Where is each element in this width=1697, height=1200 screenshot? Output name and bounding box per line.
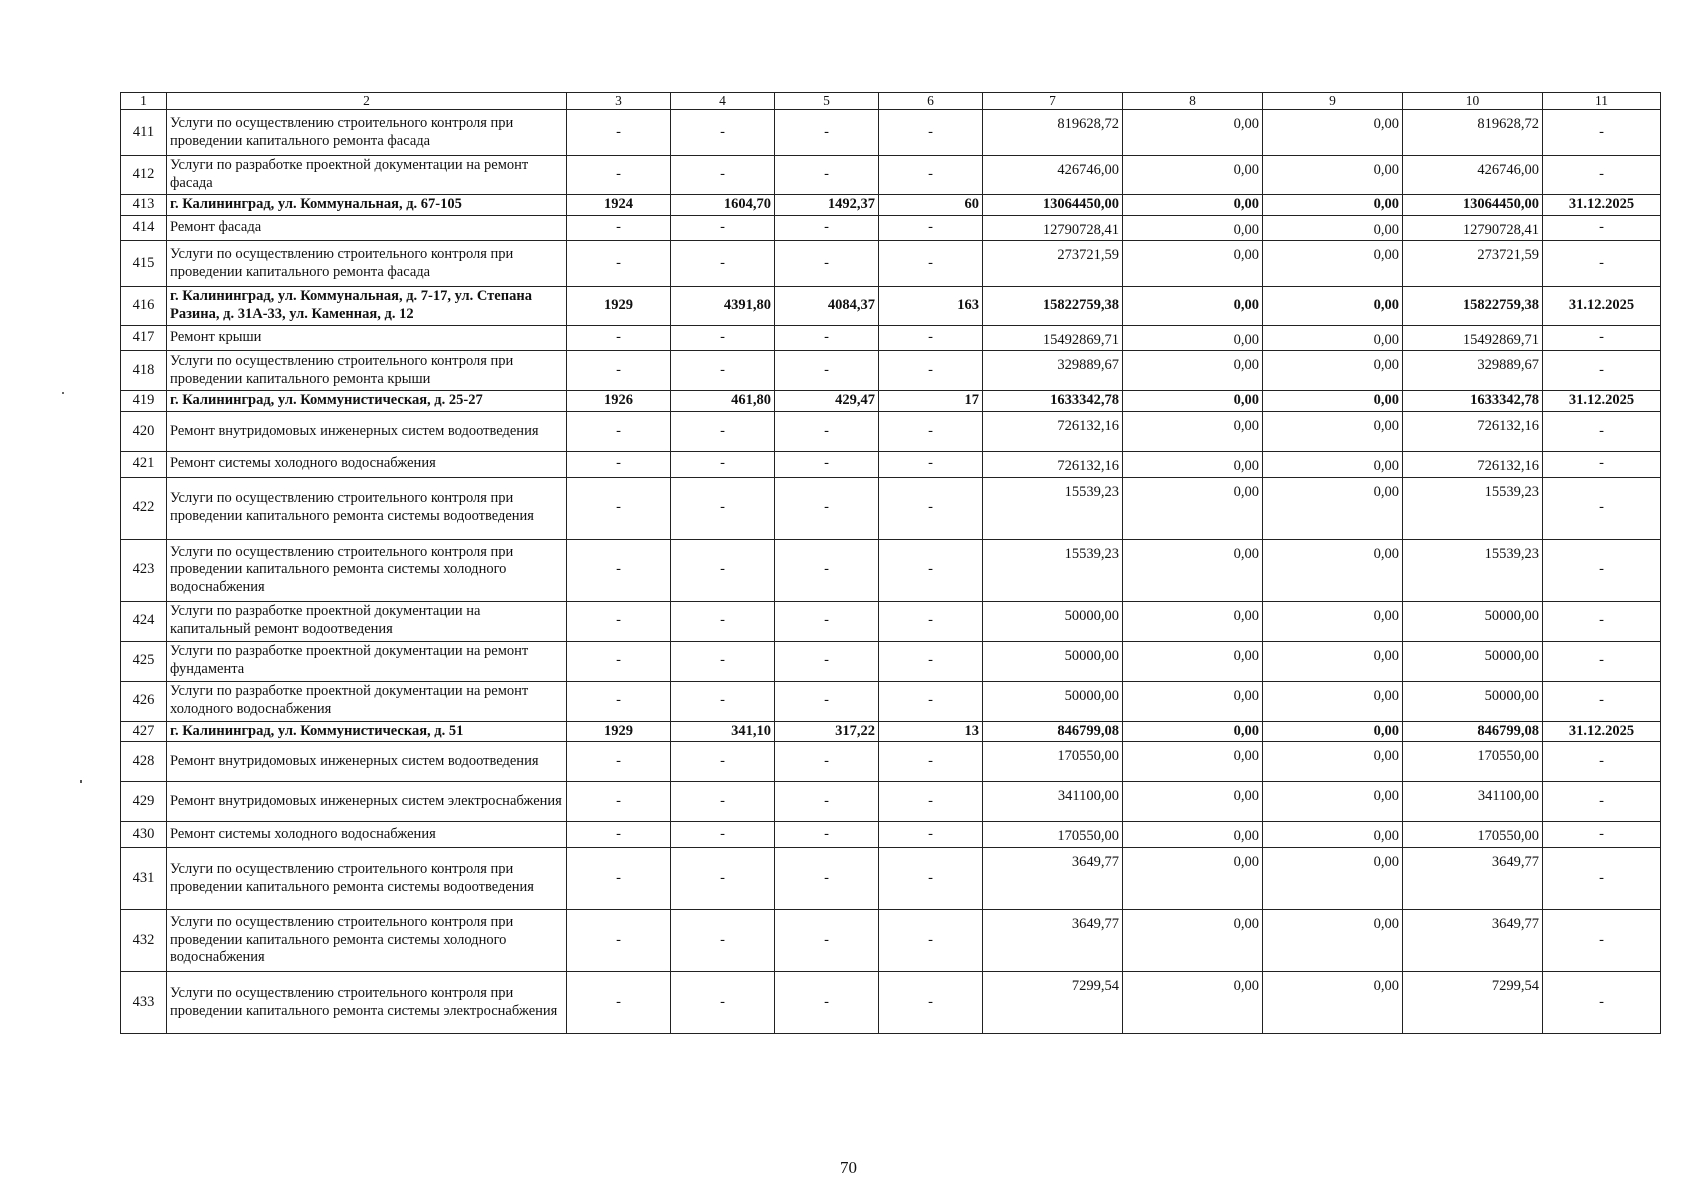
work-name: Ремонт системы холодного водоснабжения <box>167 822 567 848</box>
col4: - <box>671 477 775 539</box>
col10: 819628,72 <box>1403 110 1543 156</box>
col10: 329889,67 <box>1403 351 1543 391</box>
completion-date: - <box>1543 681 1661 721</box>
row-number: 418 <box>121 351 167 391</box>
total-cost: 50000,00 <box>983 641 1123 681</box>
col6: 163 <box>879 287 983 325</box>
row-number: 432 <box>121 910 167 972</box>
row-number: 412 <box>121 156 167 194</box>
col9: 0,00 <box>1263 782 1403 822</box>
table-row <box>121 601 1661 641</box>
col8: 0,00 <box>1123 681 1263 721</box>
table-row <box>121 215 1661 241</box>
col8: 0,00 <box>1123 721 1263 742</box>
col5: 317,22 <box>775 721 879 742</box>
col10: 426746,00 <box>1403 156 1543 194</box>
row-number: 422 <box>121 477 167 539</box>
col3: - <box>567 110 671 156</box>
col9: 0,00 <box>1263 287 1403 325</box>
col10: 170550,00 <box>1403 742 1543 782</box>
col5: - <box>775 241 879 287</box>
col8: 0,00 <box>1123 215 1263 241</box>
work-name: г. Калининград, ул. Коммунистическая, д. 25-27 <box>167 391 567 412</box>
total-cost: 1633342,78 <box>983 391 1123 412</box>
work-name: Услуги по разработке проектной документации на ремонт холодного водоснабжения <box>167 681 567 721</box>
table-row <box>121 325 1661 351</box>
col3: - <box>567 215 671 241</box>
col8: 0,00 <box>1123 641 1263 681</box>
col5: - <box>775 742 879 782</box>
completion-date: - <box>1543 325 1661 351</box>
col10: 726132,16 <box>1403 451 1543 477</box>
col6: - <box>879 848 983 910</box>
col10: 13064450,00 <box>1403 194 1543 215</box>
col6: - <box>879 601 983 641</box>
column-number: 4 <box>671 93 775 110</box>
total-cost: 329889,67 <box>983 351 1123 391</box>
table-row <box>121 910 1661 972</box>
col8: 0,00 <box>1123 325 1263 351</box>
col9: 0,00 <box>1263 477 1403 539</box>
row-number: 424 <box>121 601 167 641</box>
work-name: Услуги по осуществлению строительного контроля при проведении капитального ремонта фасада <box>167 110 567 156</box>
col5: - <box>775 451 879 477</box>
total-cost: 3649,77 <box>983 848 1123 910</box>
col5: - <box>775 681 879 721</box>
row-number: 430 <box>121 822 167 848</box>
total-cost: 819628,72 <box>983 110 1123 156</box>
col4: - <box>671 156 775 194</box>
col3: - <box>567 351 671 391</box>
total-cost: 3649,77 <box>983 910 1123 972</box>
col4: - <box>671 351 775 391</box>
completion-date: - <box>1543 910 1661 972</box>
col8: 0,00 <box>1123 477 1263 539</box>
col3: - <box>567 156 671 194</box>
col5: 429,47 <box>775 391 879 412</box>
col8: 0,00 <box>1123 782 1263 822</box>
completion-date: - <box>1543 822 1661 848</box>
col10: 50000,00 <box>1403 641 1543 681</box>
col8: 0,00 <box>1123 910 1263 972</box>
total-cost: 15492869,71 <box>983 325 1123 351</box>
col9: 0,00 <box>1263 110 1403 156</box>
col3: - <box>567 848 671 910</box>
col9: 0,00 <box>1263 411 1403 451</box>
col10: 12790728,41 <box>1403 215 1543 241</box>
col9: 0,00 <box>1263 215 1403 241</box>
work-name: Ремонт внутридомовых инженерных систем электроснабжения <box>167 782 567 822</box>
work-name: Услуги по осуществлению строительного контроля при проведении капитального ремонта крыши <box>167 351 567 391</box>
col3: - <box>567 641 671 681</box>
total-cost: 50000,00 <box>983 681 1123 721</box>
col4: - <box>671 681 775 721</box>
column-number: 7 <box>983 93 1123 110</box>
col5: - <box>775 822 879 848</box>
table-row <box>121 241 1661 287</box>
col8: 0,00 <box>1123 451 1263 477</box>
column-number: 3 <box>567 93 671 110</box>
col10: 341100,00 <box>1403 782 1543 822</box>
table-row <box>121 477 1661 539</box>
work-name: Услуги по осуществлению строительного контроля при проведении капитального ремонта системы холодного водоснабжения <box>167 910 567 972</box>
row-number: 426 <box>121 681 167 721</box>
col4: - <box>671 325 775 351</box>
col10: 15492869,71 <box>1403 325 1543 351</box>
col8: 0,00 <box>1123 848 1263 910</box>
total-cost: 15539,23 <box>983 477 1123 539</box>
col6: - <box>879 972 983 1034</box>
col3: 1929 <box>567 721 671 742</box>
col4: 461,80 <box>671 391 775 412</box>
col3: 1929 <box>567 287 671 325</box>
col10: 15539,23 <box>1403 477 1543 539</box>
work-name: Услуги по осуществлению строительного контроля при проведении капитального ремонта системы водоотведения <box>167 848 567 910</box>
col10: 15539,23 <box>1403 539 1543 601</box>
row-number: 414 <box>121 215 167 241</box>
column-number: 11 <box>1543 93 1661 110</box>
col9: 0,00 <box>1263 325 1403 351</box>
col8: 0,00 <box>1123 241 1263 287</box>
completion-date: 31.12.2025 <box>1543 194 1661 215</box>
col4: - <box>671 782 775 822</box>
col9: 0,00 <box>1263 910 1403 972</box>
table-row <box>121 156 1661 194</box>
col6: - <box>879 411 983 451</box>
completion-date: 31.12.2025 <box>1543 391 1661 412</box>
work-name: Ремонт системы холодного водоснабжения <box>167 451 567 477</box>
col3: - <box>567 539 671 601</box>
col6: - <box>879 539 983 601</box>
work-name: г. Калининград, ул. Коммунальная, д. 67-105 <box>167 194 567 215</box>
col3: - <box>567 411 671 451</box>
row-number: 431 <box>121 848 167 910</box>
row-number: 417 <box>121 325 167 351</box>
total-cost: 12790728,41 <box>983 215 1123 241</box>
col10: 726132,16 <box>1403 411 1543 451</box>
col8: 0,00 <box>1123 411 1263 451</box>
row-number: 421 <box>121 451 167 477</box>
col4: 4391,80 <box>671 287 775 325</box>
row-number: 416 <box>121 287 167 325</box>
col9: 0,00 <box>1263 241 1403 287</box>
total-cost: 7299,54 <box>983 972 1123 1034</box>
col6: - <box>879 822 983 848</box>
col4: - <box>671 241 775 287</box>
col3: - <box>567 241 671 287</box>
col9: 0,00 <box>1263 641 1403 681</box>
col6: - <box>879 742 983 782</box>
col5: - <box>775 110 879 156</box>
col10: 7299,54 <box>1403 972 1543 1034</box>
col5: - <box>775 972 879 1034</box>
total-cost: 15539,23 <box>983 539 1123 601</box>
col3: - <box>567 782 671 822</box>
table-row <box>121 848 1661 910</box>
work-name: Услуги по осуществлению строительного контроля при проведении капитального ремонта системы электроснабжения <box>167 972 567 1034</box>
work-schedule-table <box>120 92 1661 1034</box>
row-number: 428 <box>121 742 167 782</box>
work-name: г. Калининград, ул. Коммунистическая, д. 51 <box>167 721 567 742</box>
table-row <box>121 641 1661 681</box>
completion-date: - <box>1543 351 1661 391</box>
total-cost: 170550,00 <box>983 742 1123 782</box>
col5: - <box>775 641 879 681</box>
completion-date: - <box>1543 110 1661 156</box>
completion-date: - <box>1543 477 1661 539</box>
row-number: 411 <box>121 110 167 156</box>
completion-date: - <box>1543 641 1661 681</box>
col8: 0,00 <box>1123 822 1263 848</box>
work-name: Услуги по осуществлению строительного контроля при проведении капитального ремонта системы водоотведения <box>167 477 567 539</box>
work-name: Ремонт фасада <box>167 215 567 241</box>
col3: - <box>567 972 671 1034</box>
completion-date: - <box>1543 241 1661 287</box>
col5: - <box>775 411 879 451</box>
col10: 3649,77 <box>1403 848 1543 910</box>
col10: 15822759,38 <box>1403 287 1543 325</box>
total-cost: 273721,59 <box>983 241 1123 287</box>
col3: - <box>567 601 671 641</box>
col5: - <box>775 601 879 641</box>
col5: - <box>775 351 879 391</box>
col10: 846799,08 <box>1403 721 1543 742</box>
column-number: 6 <box>879 93 983 110</box>
col4: - <box>671 539 775 601</box>
col5: - <box>775 215 879 241</box>
col6: - <box>879 215 983 241</box>
col9: 0,00 <box>1263 972 1403 1034</box>
col4: 1604,70 <box>671 194 775 215</box>
completion-date: - <box>1543 156 1661 194</box>
col3: - <box>567 822 671 848</box>
col5: - <box>775 539 879 601</box>
work-name: г. Калининград, ул. Коммунальная, д. 7-17, ул. Степана Разина, д. 31А-33, ул. Каменная, д. 12 <box>167 287 567 325</box>
col3: 1926 <box>567 391 671 412</box>
col9: 0,00 <box>1263 156 1403 194</box>
completion-date: - <box>1543 601 1661 641</box>
col9: 0,00 <box>1263 391 1403 412</box>
col10: 273721,59 <box>1403 241 1543 287</box>
col4: - <box>671 601 775 641</box>
col10: 50000,00 <box>1403 601 1543 641</box>
row-number: 427 <box>121 721 167 742</box>
completion-date: - <box>1543 848 1661 910</box>
table-row <box>121 972 1661 1034</box>
table-row <box>121 110 1661 156</box>
table-row <box>121 194 1661 215</box>
table-row <box>121 742 1661 782</box>
table-row <box>121 287 1661 325</box>
column-number: 2 <box>167 93 567 110</box>
col6: - <box>879 325 983 351</box>
table-body <box>121 93 1661 1034</box>
column-number: 5 <box>775 93 879 110</box>
col4: - <box>671 972 775 1034</box>
work-name: Услуги по осуществлению строительного контроля при проведении капитального ремонта системы холодного водоснабжения <box>167 539 567 601</box>
col8: 0,00 <box>1123 742 1263 782</box>
total-cost: 15822759,38 <box>983 287 1123 325</box>
col3: - <box>567 910 671 972</box>
col8: 0,00 <box>1123 601 1263 641</box>
row-number: 413 <box>121 194 167 215</box>
col3: 1924 <box>567 194 671 215</box>
col3: - <box>567 451 671 477</box>
col6: - <box>879 910 983 972</box>
col8: 0,00 <box>1123 972 1263 1034</box>
col8: 0,00 <box>1123 110 1263 156</box>
col8: 0,00 <box>1123 156 1263 194</box>
col9: 0,00 <box>1263 822 1403 848</box>
col5: - <box>775 156 879 194</box>
col4: 341,10 <box>671 721 775 742</box>
table-row <box>121 539 1661 601</box>
col6: - <box>879 681 983 721</box>
col9: 0,00 <box>1263 451 1403 477</box>
col6: 60 <box>879 194 983 215</box>
col4: - <box>671 910 775 972</box>
column-number: 8 <box>1123 93 1263 110</box>
row-number: 429 <box>121 782 167 822</box>
total-cost: 726132,16 <box>983 451 1123 477</box>
table-row <box>121 822 1661 848</box>
col6: - <box>879 351 983 391</box>
completion-date: - <box>1543 215 1661 241</box>
col3: - <box>567 477 671 539</box>
column-number-header-row <box>121 93 1661 110</box>
col4: - <box>671 641 775 681</box>
completion-date: 31.12.2025 <box>1543 287 1661 325</box>
col10: 3649,77 <box>1403 910 1543 972</box>
col6: - <box>879 782 983 822</box>
col5: - <box>775 782 879 822</box>
col6: - <box>879 110 983 156</box>
col5: - <box>775 910 879 972</box>
column-number: 9 <box>1263 93 1403 110</box>
column-number: 1 <box>121 93 167 110</box>
col3: - <box>567 681 671 721</box>
col10: 170550,00 <box>1403 822 1543 848</box>
col3: - <box>567 325 671 351</box>
total-cost: 846799,08 <box>983 721 1123 742</box>
completion-date: - <box>1543 411 1661 451</box>
work-name: Ремонт крыши <box>167 325 567 351</box>
col6: - <box>879 477 983 539</box>
completion-date: - <box>1543 972 1661 1034</box>
work-name: Услуги по разработке проектной документации на ремонт фасада <box>167 156 567 194</box>
col6: - <box>879 641 983 681</box>
table-row <box>121 391 1661 412</box>
col4: - <box>671 451 775 477</box>
col4: - <box>671 215 775 241</box>
col4: - <box>671 742 775 782</box>
scan-speck <box>80 780 82 783</box>
col9: 0,00 <box>1263 721 1403 742</box>
completion-date: - <box>1543 539 1661 601</box>
row-number: 420 <box>121 411 167 451</box>
work-name: Услуги по разработке проектной документации на ремонт фундамента <box>167 641 567 681</box>
table-row <box>121 411 1661 451</box>
table-row <box>121 721 1661 742</box>
row-number: 423 <box>121 539 167 601</box>
total-cost: 426746,00 <box>983 156 1123 194</box>
row-number: 425 <box>121 641 167 681</box>
col6: 17 <box>879 391 983 412</box>
col10: 50000,00 <box>1403 681 1543 721</box>
col8: 0,00 <box>1123 539 1263 601</box>
col3: - <box>567 742 671 782</box>
total-cost: 341100,00 <box>983 782 1123 822</box>
work-name: Услуги по осуществлению строительного контроля при проведении капитального ремонта фасада <box>167 241 567 287</box>
col5: - <box>775 848 879 910</box>
row-number: 415 <box>121 241 167 287</box>
completion-date: - <box>1543 782 1661 822</box>
col9: 0,00 <box>1263 681 1403 721</box>
col8: 0,00 <box>1123 351 1263 391</box>
col8: 0,00 <box>1123 287 1263 325</box>
total-cost: 726132,16 <box>983 411 1123 451</box>
col6: - <box>879 156 983 194</box>
col9: 0,00 <box>1263 539 1403 601</box>
col5: 1492,37 <box>775 194 879 215</box>
total-cost: 170550,00 <box>983 822 1123 848</box>
column-number: 10 <box>1403 93 1543 110</box>
page-number: 70 <box>840 1158 857 1177</box>
scan-speck <box>62 392 64 394</box>
col8: 0,00 <box>1123 194 1263 215</box>
row-number: 433 <box>121 972 167 1034</box>
total-cost: 50000,00 <box>983 601 1123 641</box>
row-number: 419 <box>121 391 167 412</box>
work-name: Услуги по разработке проектной документации на капитальный ремонт водоотведения <box>167 601 567 641</box>
col4: - <box>671 110 775 156</box>
col6: - <box>879 451 983 477</box>
col6: 13 <box>879 721 983 742</box>
completion-date: 31.12.2025 <box>1543 721 1661 742</box>
col8: 0,00 <box>1123 391 1263 412</box>
col4: - <box>671 822 775 848</box>
col5: - <box>775 325 879 351</box>
col5: 4084,37 <box>775 287 879 325</box>
col9: 0,00 <box>1263 351 1403 391</box>
table-row <box>121 451 1661 477</box>
completion-date: - <box>1543 451 1661 477</box>
col10: 1633342,78 <box>1403 391 1543 412</box>
col6: - <box>879 241 983 287</box>
col9: 0,00 <box>1263 742 1403 782</box>
work-name: Ремонт внутридомовых инженерных систем водоотведения <box>167 742 567 782</box>
col9: 0,00 <box>1263 194 1403 215</box>
work-name: Ремонт внутридомовых инженерных систем водоотведения <box>167 411 567 451</box>
table-row <box>121 681 1661 721</box>
table-row <box>121 351 1661 391</box>
col4: - <box>671 848 775 910</box>
completion-date: - <box>1543 742 1661 782</box>
total-cost: 13064450,00 <box>983 194 1123 215</box>
col4: - <box>671 411 775 451</box>
col9: 0,00 <box>1263 601 1403 641</box>
table-row <box>121 782 1661 822</box>
col5: - <box>775 477 879 539</box>
col9: 0,00 <box>1263 848 1403 910</box>
